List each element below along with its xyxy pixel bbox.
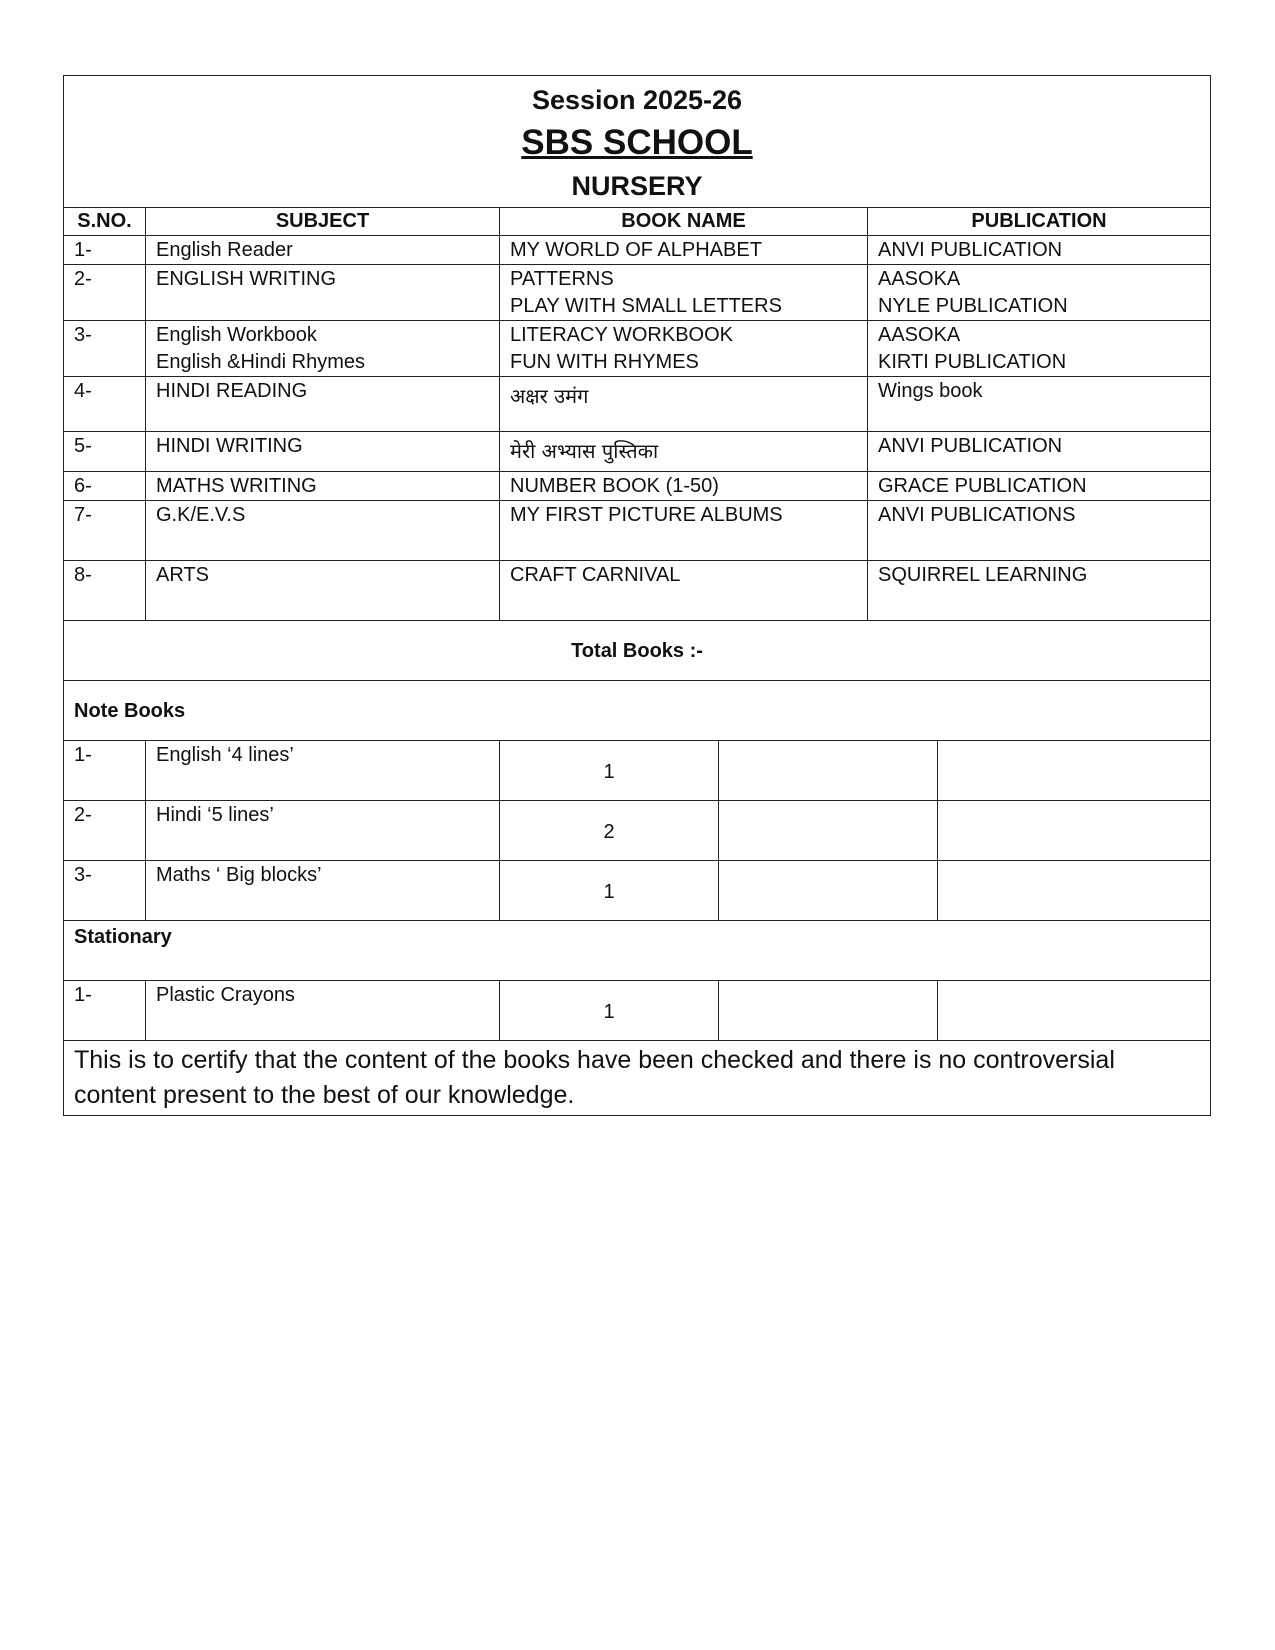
- notebooks-title: Note Books: [64, 681, 1211, 741]
- book-name-line: LITERACY WORKBOOK: [510, 324, 734, 346]
- item-cell: Hindi ‘5 lines’: [146, 801, 500, 861]
- table-row: [64, 741, 1211, 801]
- subject-cell: ENGLISH WRITING: [146, 265, 500, 321]
- session-title: Session 2025-26: [531, 85, 743, 115]
- publication-cell: ANVI PUBLICATION: [868, 432, 1211, 472]
- subject-cell: G.K/E.V.S: [146, 501, 500, 561]
- book-name-line: PLAY WITH SMALL LETTERS: [510, 295, 782, 317]
- table-row: [64, 432, 1211, 472]
- book-name-cell: NUMBER BOOK (1-50): [500, 472, 868, 501]
- subject-cell: HINDI READING: [146, 377, 500, 432]
- qty-cell: 1: [500, 741, 719, 801]
- book-name-cell: MY WORLD OF ALPHABET: [500, 236, 868, 265]
- item-cell: Plastic Crayons: [146, 981, 500, 1041]
- table-row: [64, 472, 1211, 501]
- publication-line: NYLE PUBLICATION: [878, 295, 1068, 317]
- publication-line: AASOKA: [878, 324, 961, 346]
- document-header: [64, 76, 1211, 208]
- publication-cell: [868, 321, 1211, 377]
- table-row: [64, 801, 1211, 861]
- sno-cell: 6-: [64, 472, 146, 501]
- column-header-sno: S.NO.: [64, 208, 146, 236]
- sno-cell: 7-: [64, 501, 146, 561]
- blank-cell: [719, 861, 938, 921]
- stationary-title: Stationary: [64, 921, 1211, 981]
- subject-line: English Workbook: [156, 324, 317, 346]
- table-row: [64, 561, 1211, 621]
- blank-cell: [719, 741, 938, 801]
- class-name: NURSERY: [571, 171, 703, 201]
- publication-cell: Wings book: [868, 377, 1211, 432]
- blank-cell: [938, 981, 1211, 1041]
- subject-cell: English Reader: [146, 236, 500, 265]
- certification-row: [64, 1041, 1211, 1116]
- publication-line: KIRTI PUBLICATION: [878, 351, 1067, 373]
- subject-cell: ARTS: [146, 561, 500, 621]
- table-row: [64, 265, 1211, 321]
- item-cell: Maths ‘ Big blocks’: [146, 861, 500, 921]
- blank-cell: [719, 801, 938, 861]
- book-name-line: FUN WITH RHYMES: [510, 351, 699, 373]
- book-name-cell: MY FIRST PICTURE ALBUMS: [500, 501, 868, 561]
- table-row: [64, 501, 1211, 561]
- table-row: [64, 981, 1211, 1041]
- qty-cell: 1: [500, 861, 719, 921]
- sno-cell: 1-: [64, 981, 146, 1041]
- book-name-line: PATTERNS: [510, 268, 614, 290]
- subject-cell: [146, 321, 500, 377]
- booklist-table: [63, 75, 1211, 1116]
- publication-cell: ANVI PUBLICATION: [868, 236, 1211, 265]
- column-header-publication: PUBLICATION: [868, 208, 1211, 236]
- sno-cell: 3-: [64, 321, 146, 377]
- blank-cell: [938, 801, 1211, 861]
- subject-cell: HINDI WRITING: [146, 432, 500, 472]
- stationary-section-row: [64, 921, 1211, 981]
- sno-cell: 4-: [64, 377, 146, 432]
- book-name-cell: मेरी अभ्यास पुस्तिका: [500, 432, 868, 472]
- publication-cell: ANVI PUBLICATIONS: [868, 501, 1211, 561]
- table-row: [64, 236, 1211, 265]
- school-name: SBS SCHOOL: [521, 123, 753, 162]
- sno-cell: 1-: [64, 236, 146, 265]
- table-row: [64, 377, 1211, 432]
- table-row: [64, 321, 1211, 377]
- total-books-row: [64, 621, 1211, 681]
- sno-cell: 5-: [64, 432, 146, 472]
- sno-cell: 1-: [64, 741, 146, 801]
- sno-cell: 2-: [64, 265, 146, 321]
- subject-cell: MATHS WRITING: [146, 472, 500, 501]
- table-row: [64, 861, 1211, 921]
- blank-cell: [719, 981, 938, 1041]
- notebooks-section-row: [64, 681, 1211, 741]
- total-books-label: Total Books :-: [64, 621, 1211, 681]
- column-header-subject: SUBJECT: [146, 208, 500, 236]
- item-cell: English ‘4 lines’: [146, 741, 500, 801]
- booklist-document: [63, 75, 1210, 1116]
- book-name-cell: [500, 265, 868, 321]
- book-name-cell: CRAFT CARNIVAL: [500, 561, 868, 621]
- publication-cell: [868, 265, 1211, 321]
- qty-cell: 1: [500, 981, 719, 1041]
- sno-cell: 2-: [64, 801, 146, 861]
- blank-cell: [938, 741, 1211, 801]
- book-name-cell: अक्षर उमंग: [500, 377, 868, 432]
- sno-cell: 3-: [64, 861, 146, 921]
- publication-cell: GRACE PUBLICATION: [868, 472, 1211, 501]
- sno-cell: 8-: [64, 561, 146, 621]
- book-name-cell: [500, 321, 868, 377]
- publication-cell: SQUIRREL LEARNING: [868, 561, 1211, 621]
- table-header-row: [64, 208, 1211, 236]
- certification-text: This is to certify that the content of the books have been checked and there is no controversial content present to the best of our knowledge.: [64, 1041, 1211, 1116]
- publication-line: AASOKA: [878, 268, 961, 290]
- column-header-book-name: BOOK NAME: [500, 208, 868, 236]
- subject-line: English &Hindi Rhymes: [156, 351, 365, 373]
- blank-cell: [938, 861, 1211, 921]
- qty-cell: 2: [500, 801, 719, 861]
